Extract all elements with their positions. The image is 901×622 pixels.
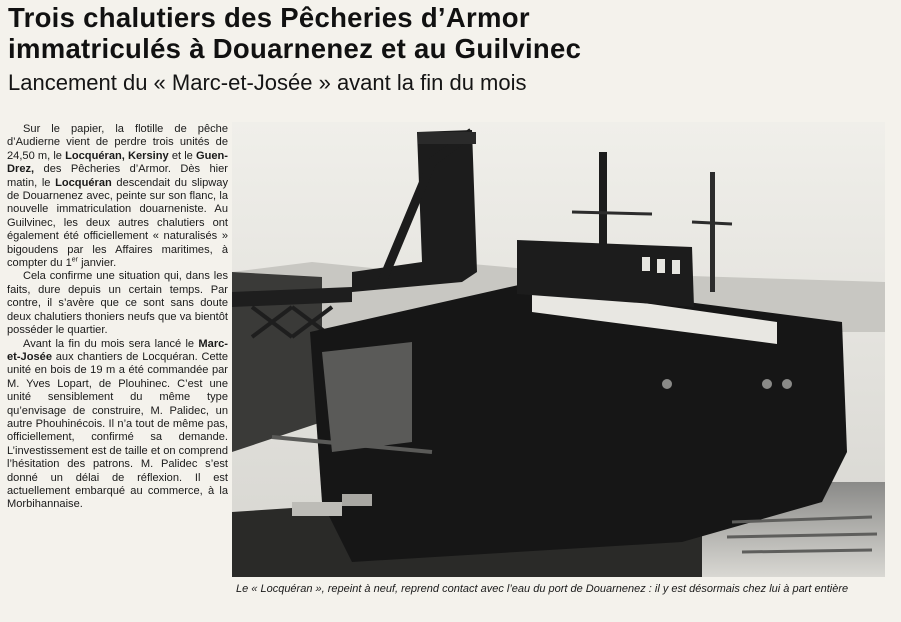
p1-bold-locqueran: Locquéran,: [65, 149, 125, 162]
subheadline: Lancement du « Marc-et-Josée » avant la fin du mois: [8, 70, 527, 95]
p3-text-1: Avant la fin du mois sera lancé le: [23, 337, 199, 350]
main-mast: [599, 152, 607, 247]
p1-text-1: Sur le papier, la flotille de pêche d’Audierne vient de perdre trois unités de 24,50 m, le: [7, 123, 228, 162]
wheelhouse-window-2: [657, 259, 665, 273]
headline-line-2: immatriculés à Douarnenez et au Guilvinec: [8, 33, 582, 64]
keel-block-1: [292, 502, 342, 516]
p1-text-5: descendait du slipway de Douarnenez avec, peinte sur son flanc, la nouvelle immatriculation douarneniste. Au Guilvinec, les deux autres chalutiers ont également été officiellement « naturalisés » bigoudens par les Affaires maritimes, à compter du 1: [7, 176, 228, 270]
wheelhouse-window-1: [642, 257, 650, 271]
p1-text-3: et le: [168, 149, 196, 162]
p1-bold-locqueran-2: Locquéran: [55, 176, 112, 189]
p1-bold-kersiny: Kersiny: [128, 149, 169, 162]
paragraph-2: Cela confirme une situation qui, dans les faits, dure depuis un certain temps. Par contre, il s’avère que ce sont sans doute deux chalutiers thoniers neufs que va bientôt posséder le quartier.: [7, 270, 228, 337]
trawler-photo-drawing: [232, 122, 885, 577]
article-body: [7, 123, 228, 619]
keel-block-2: [342, 494, 372, 506]
headline: [8, 2, 893, 64]
p1-text-6: janvier.: [77, 257, 117, 270]
p1-text-4: des Pêcheries d’Armor. Dès hier matin, le: [7, 163, 228, 189]
p3-text-2: aux chantiers de Locquéran. Cette unité en bois de 19 m a été commandée par M. Yves Lopart, de Plouhinec. C’est une unité sensiblement du même type qu’envisage de construire, M. Palidec, un autre Phouhinécois. Il n’a tout de même pas, officiellement, confirmé sa demande. L’investissement est de taille et on comprend l’hésitation des patrons. M. Palidec s’est donné un délai de réflexion. Il est actuellement embarqué au commerce, à la Morbihannaise.: [7, 350, 228, 511]
p1-bold-guen-drez: Guen-Drez,: [7, 149, 228, 176]
photo-caption: Le « Locquéran », repeint à neuf, reprend contact avec l’eau du port de Douarnenez : il y est désormais chez lui à part entière: [236, 583, 849, 595]
wheelhouse-window-3: [672, 260, 680, 274]
porthole-1: [662, 379, 672, 389]
aft-mast: [710, 172, 715, 292]
porthole-2: [762, 379, 772, 389]
p3-bold-marc-et-josee: Marc-et-Josée: [7, 337, 228, 363]
p1-superscript: er: [71, 256, 78, 264]
paragraph-1: [7, 123, 228, 270]
bow-highlight: [322, 342, 412, 452]
trawler-photo: [232, 122, 885, 577]
porthole-3: [782, 379, 792, 389]
headline-line-1: Trois chalutiers des Pêcheries d’Armor: [8, 2, 530, 33]
crane-cab: [418, 132, 476, 144]
paragraph-3: [7, 338, 228, 512]
